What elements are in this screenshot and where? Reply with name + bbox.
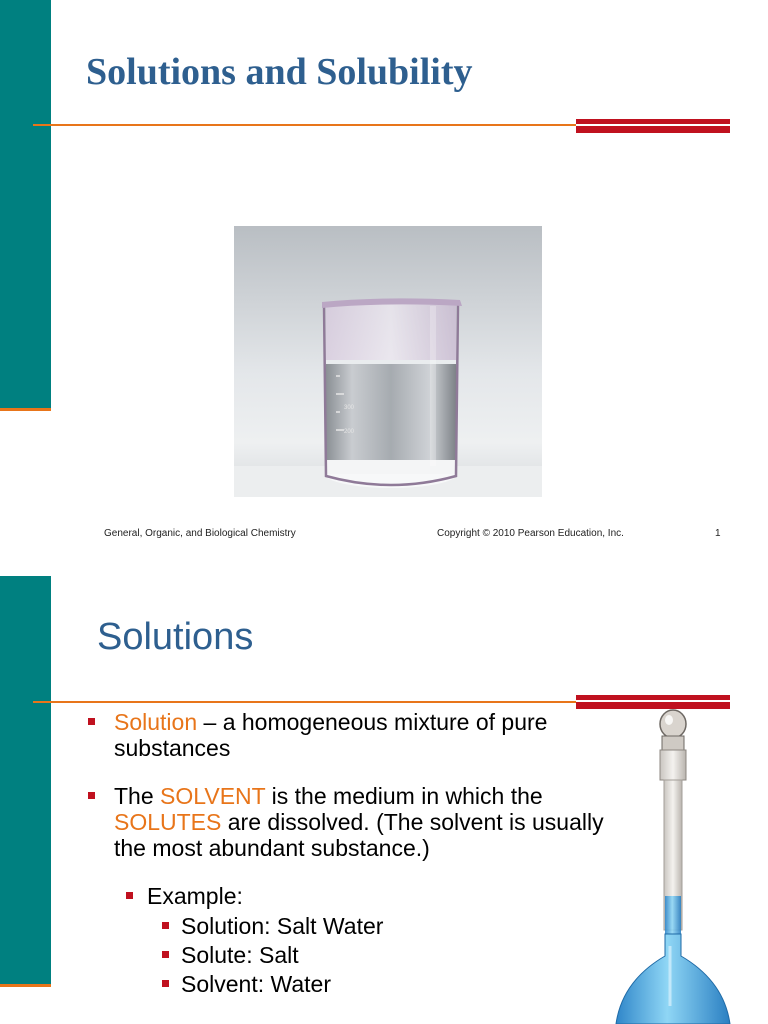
bullet-square-icon [88,718,95,725]
bullet-square-icon [162,922,169,929]
slide-title: Solutions and Solubility [86,51,473,93]
definition-text: – a homogeneous mixture of pure substances [114,709,548,761]
sub-bullet-solute [88,942,618,968]
page-number: 1 [715,528,721,539]
bullet-square-icon [88,792,95,799]
sub-bullet-text: Solution: Salt Water [181,913,384,939]
slide-2 [0,576,768,1024]
sub-bullet-text: Solute: Salt [181,942,299,968]
footer-copyright: Copyright © 2010 Pearson Education, Inc. [437,528,624,539]
sub-bullet-solvent [88,971,618,997]
bullet-solution-definition [88,709,618,761]
term-solution: Solution [114,709,198,735]
text-segment: is the medium in which the [265,783,543,809]
sub-bullet-solution [88,913,618,939]
text-segment: are dissolved. (The solvent is usually the most abundant substance.) [114,809,604,861]
footer-book-title: General, Organic, and Biological Chemistry [104,528,296,539]
beaker-photo [234,226,542,497]
bullet-square-icon [162,980,169,987]
teal-sidebar-bar [0,576,51,984]
sidebar-orange-stub [0,984,51,987]
example-label: Example: [147,883,243,909]
beaker-label-200: 200 [344,429,355,435]
sidebar-orange-stub [0,408,51,411]
bullet-solvent-definition [88,783,618,861]
bullet-square-icon [162,951,169,958]
red-accent-bar [576,119,730,133]
term-solvent: SOLVENT [160,783,266,809]
bullet-list [88,709,618,1000]
volumetric-flask-image [612,706,732,1024]
slide-gap [0,560,768,576]
bullet-square-icon [126,892,133,899]
beaker-label-300: 300 [344,405,355,411]
text-segment: The [114,783,161,809]
sub-bullet-text: Solvent: Water [181,971,331,997]
teal-sidebar-bar [0,0,51,408]
bullet-example [88,883,618,909]
term-solutes: SOLUTES [114,809,222,835]
slide-title: Solutions [97,616,254,658]
